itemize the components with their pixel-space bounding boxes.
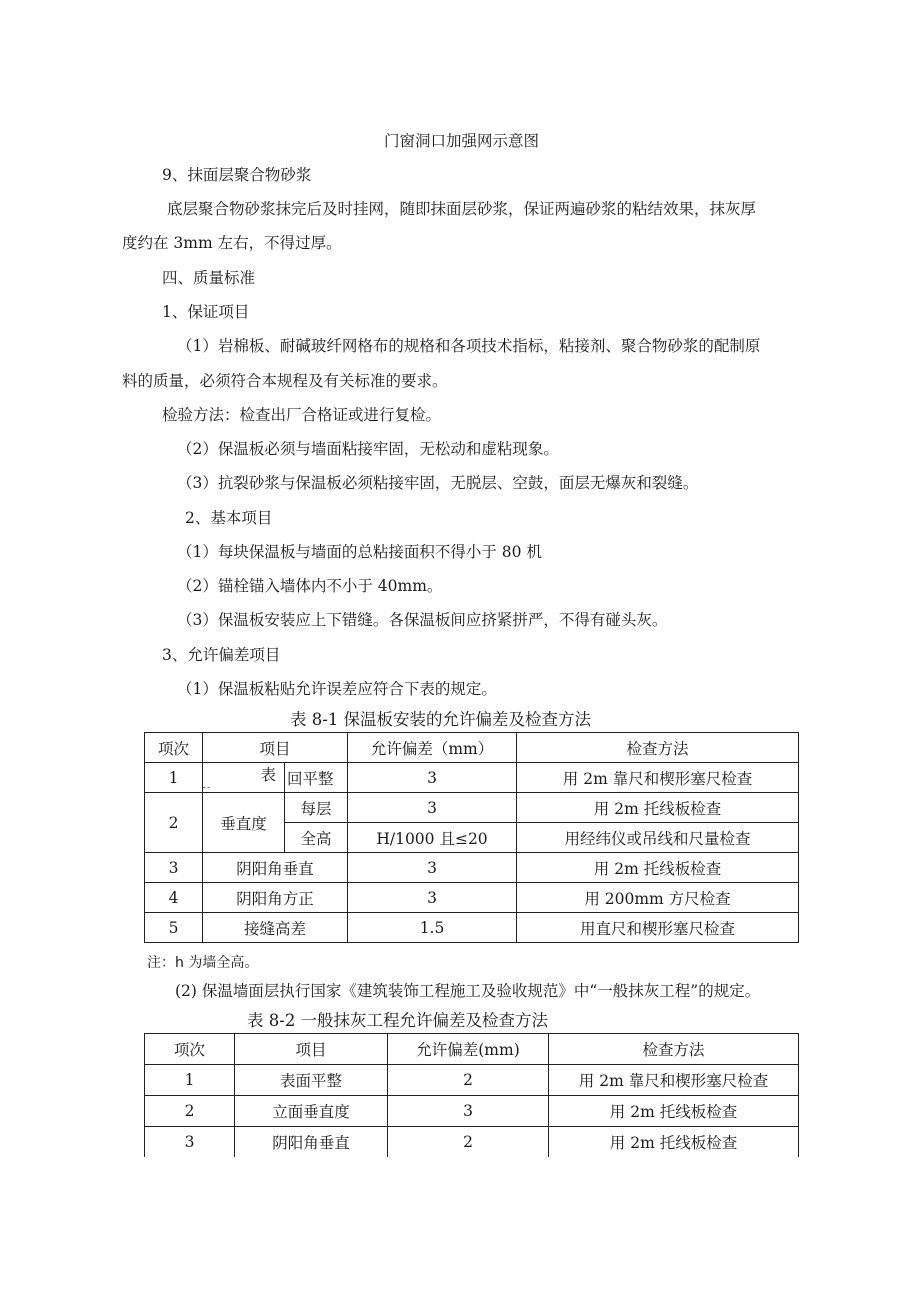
guarantee-heading: 1、保证项目 xyxy=(162,303,250,321)
row-tol: 3 xyxy=(388,1096,549,1127)
row-method: 用 2m 靠尺和楔形塞尺检查 xyxy=(517,763,799,793)
table1-caption: 表 8-1 保温板安装的允许偏差及检查方法 xyxy=(290,710,592,729)
table1-header-item: 项目 xyxy=(203,733,348,763)
row-no: 4 xyxy=(145,883,203,913)
paragraph-2: (2) 保温墙面层执行国家《建筑装饰工程施工及验收规范》中“一般抹灰工程”的规定。 xyxy=(175,982,761,1000)
table-row xyxy=(145,1127,799,1158)
row-tol: 3 xyxy=(348,883,517,913)
table1-header-method: 检查方法 xyxy=(517,733,799,763)
row-no: 3 xyxy=(145,853,203,883)
row-no: 1 xyxy=(145,763,203,793)
row-no: 3 xyxy=(145,1127,235,1158)
figure-caption: 门窗洞口加强网示意图 xyxy=(384,132,540,150)
row-item-b: 回平整 xyxy=(285,763,348,793)
row-tol: 3 xyxy=(348,763,517,793)
basic-item-1: （1）每块保温板与墙面的总粘接面积不得小于 80 机 xyxy=(177,543,542,561)
section-9-paragraph-line1: 底层聚合物砂浆抹完后及时挂网，随即抹面层砂浆，保证两遍砂浆的粘结效果，抹灰厚 xyxy=(167,200,757,218)
row-item: 表面平整 xyxy=(235,1065,388,1096)
table-row xyxy=(145,913,799,943)
row-item: 阴阳角垂直 xyxy=(235,1127,388,1158)
row-no: 2 xyxy=(145,793,203,853)
guarantee-item-3: （3）抗裂砂浆与保温板必须粘接牢固，无脱层、空鼓，面层无爆灰和裂缝。 xyxy=(177,474,699,492)
row-tol: 2 xyxy=(388,1127,549,1158)
table-row xyxy=(145,793,799,823)
table2-header-method: 检查方法 xyxy=(549,1034,799,1065)
row-method: 用 2m 托线板检查 xyxy=(517,853,799,883)
row-method: 用 2m 靠尺和楔形塞尺检查 xyxy=(549,1065,799,1096)
table1 xyxy=(144,732,799,943)
row-tol: 3 xyxy=(348,793,517,823)
row-method: 用 200mm 方尺检查 xyxy=(517,883,799,913)
row-item: 阴阳角垂直 xyxy=(203,853,348,883)
section-9-paragraph-line2: 度约在 3mm 左右，不得过厚。 xyxy=(122,234,342,252)
row-tol: 1.5 xyxy=(348,913,517,943)
guarantee-item-1-line1: （1）岩棉板、耐碱玻纤网格布的规格和各项技术指标，粘接剂、聚合物砂浆的配制原 xyxy=(177,337,761,355)
row-item-b: 每层 xyxy=(285,793,348,823)
table2-caption: 表 8-2 一般抹灰工程允许偏差及检查方法 xyxy=(247,1011,549,1030)
row-no: 2 xyxy=(145,1096,235,1127)
row-tol: 2 xyxy=(388,1065,549,1096)
row-method: 用直尺和楔形塞尺检查 xyxy=(517,913,799,943)
guarantee-item-1-line2: 料的质量，必须符合本规程及有关标准的要求。 xyxy=(122,372,448,390)
quality-heading: 四、质量标准 xyxy=(162,269,256,287)
row-no: 5 xyxy=(145,913,203,943)
deviation-heading: 3、允许偏差项目 xyxy=(162,646,281,664)
row-tol: H/1000 且≤20 xyxy=(348,823,517,853)
table2 xyxy=(144,1033,799,1157)
deviation-item-1: （1）保温板粘贴允许误差应符合下表的规定。 xyxy=(177,680,497,698)
row-item-a: 表 xyxy=(203,763,285,793)
table2-header-no: 项次 xyxy=(145,1034,235,1065)
table2-header-item: 项目 xyxy=(235,1034,388,1065)
row-item-b: 全高 xyxy=(285,823,348,853)
table-row xyxy=(145,883,799,913)
table1-header-row xyxy=(145,733,799,763)
inspection-method: 检验方法：检查出厂合格证或进行复检。 xyxy=(162,406,442,424)
basic-item-3: （3）保温板安装应上下错缝。各保温板间应挤紧拼严，不得有碰头灰。 xyxy=(177,611,668,629)
table1-note: 注：h 为墙全高。 xyxy=(147,955,259,971)
table-row xyxy=(145,1096,799,1127)
table2-header-row xyxy=(145,1034,799,1065)
table-row xyxy=(145,1065,799,1096)
basic-item-2: （2）锚栓锚入墙体内不小于 40mm。 xyxy=(177,577,443,595)
row-tol: 3 xyxy=(348,853,517,883)
row-method: 用 2m 托线板检查 xyxy=(549,1127,799,1158)
table1-header-no: 项次 xyxy=(145,733,203,763)
row-item: 接缝高差 xyxy=(203,913,348,943)
basic-heading: 2、基本项目 xyxy=(185,509,273,527)
scan-artifact-mark: ˘˘ xyxy=(202,787,211,797)
table1-header-tol: 允许偏差（mm） xyxy=(348,733,517,763)
row-item: 阴阳角方正 xyxy=(203,883,348,913)
row-method: 用 2m 托线板检查 xyxy=(549,1096,799,1127)
row-method: 用 2m 托线板检查 xyxy=(517,793,799,823)
row-no: 1 xyxy=(145,1065,235,1096)
table-row xyxy=(145,853,799,883)
table-row xyxy=(145,763,799,793)
row-item: 立面垂直度 xyxy=(235,1096,388,1127)
table2-header-tol: 允许偏差(mm) xyxy=(388,1034,549,1065)
row-method: 用经纬仪或吊线和尺量检查 xyxy=(517,823,799,853)
row-item-a: 垂直度 xyxy=(203,793,285,853)
section-9-heading: 9、抹面层聚合物砂浆 xyxy=(162,166,312,184)
guarantee-item-2: （2）保温板必须与墙面粘接牢固，无松动和虚粘现象。 xyxy=(177,440,559,458)
